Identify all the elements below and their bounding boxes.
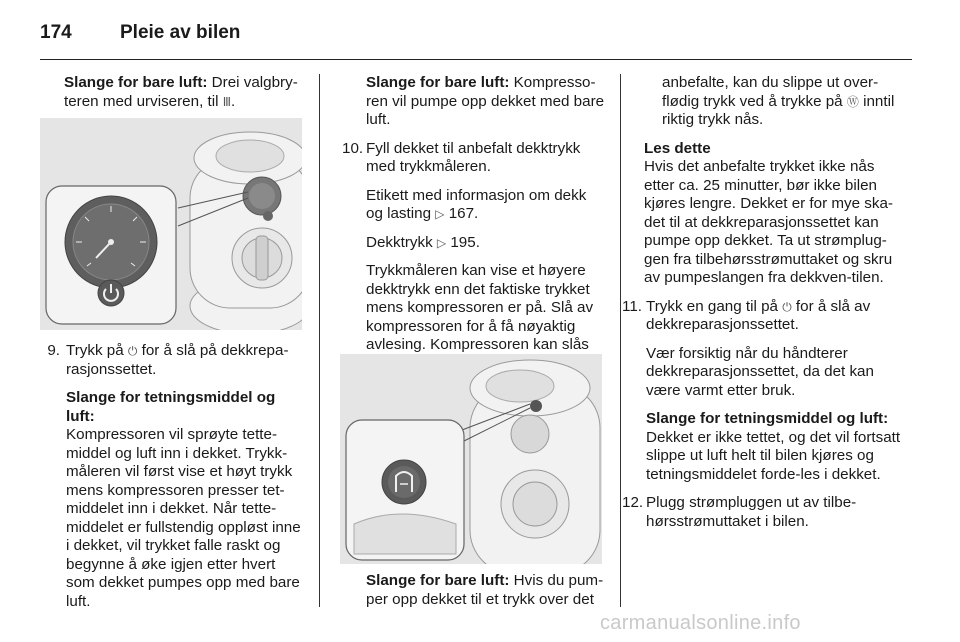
compressor-illustration <box>40 118 302 330</box>
paragraph-air-hose: Slange for bare luft: Drei valgbry-teren med urviseren, til Ⅲ. <box>64 74 298 110</box>
list-item-11: 11. Trykk en gang til på ⏻ for å slå av dekkreparasjonssettet. Vær forsiktig når du håndterer dekkreparasjonssettet, da det kan være varmt etter bruk. Slange for tetningsmiddel og luft: Dekket er ikke tettet, og det vil fortsatt slippe ut luft helt til bilen kjøres og tetningsmiddelet forde-les i dekket. <box>622 297 901 483</box>
page-header <box>40 20 240 46</box>
reference-arrow-icon: ▷ <box>435 207 445 221</box>
selector-position-icon: Ⅲ <box>222 94 231 109</box>
column-3 <box>622 74 904 541</box>
column-1 <box>64 74 306 121</box>
note-box: Les dette Hvis det anbefalte trykket ikke nås etter ca. 25 minutter, bør ikke bilen kjøres lengre. Dekket er for mye ska-det til at dekkreparasjonssettet kan pumpe opp dekket. Ta ut strømplug-gen fra tilbehørsstrømuttaket og skru av pumpeslangen fra dekkven-tilen. <box>644 139 893 286</box>
power-icon: ⏻ <box>127 344 138 358</box>
column-1-lower <box>44 342 306 621</box>
header-rule <box>40 59 912 60</box>
list-item-9: 9. Trykk på ⏻ for å slå på dekkrepa-rasjonssettet. <box>47 342 289 378</box>
figure-compressor-gauge <box>40 118 302 330</box>
column-divider-2 <box>620 74 621 607</box>
column-2 <box>344 74 606 383</box>
deflate-icon: Ⓦ <box>846 94 859 109</box>
power-icon: ⏻ <box>782 299 792 314</box>
column-divider-1 <box>319 74 320 607</box>
paragraph-air-only: Slange for bare luft: Kompresso-ren vil pumpe opp dekket med bare luft. <box>366 74 605 128</box>
paragraph-release-pressure: anbefalte, kan du slippe ut over-flødig trykk ved å trykke på Ⓦ inntil riktig trykk nås. <box>662 74 895 128</box>
list-item-12: 12. Plugg strømpluggen ut av tilbe-hørsstrømuttaket i bilen. <box>622 494 857 530</box>
reference-arrow-icon: ▷ <box>436 235 447 250</box>
watermark: carmanualsonline.info <box>600 612 801 634</box>
list-item-10: 10. Fyll dekket til anbefalt dekktrykk med trykkmåleren. Etikett med informasjon om dekk og lasting ▷ 167. Dekktrykk ▷ 195. Trykkmåleren kan vise et høyere dekktrykk enn det faktiske trykket mens kompressoren er på. Slå av kompressoren for å få nøyaktig avlesing. Kompressoren kan slås <box>342 139 594 353</box>
column-2-lower <box>366 572 606 619</box>
figure-deflate-button <box>340 354 602 564</box>
page-number: 174 <box>40 22 72 43</box>
paragraph-overinflate: Slange for bare luft: Hvis du pum-per opp dekket til et trykk over det <box>366 572 604 608</box>
page-title: Pleie av bilen <box>120 22 241 43</box>
note-title: Les dette <box>644 139 711 157</box>
paragraph-sealant-hose: Slange for tetningsmiddel og luft: Kompressoren vil sprøyte tette-middel og luft inn i dekket. Trykk-måleren vil først vise et høyt trykk mens kompressoren presser tet-middelet inn i dekket. Når tette-middelet er fullstendig oppløst inne i dekket, vil trykket falle raskt og begynne å øke igjen etter hvert som dekket pumpes opp med bare luft. <box>66 389 301 610</box>
deflate-illustration <box>340 354 602 564</box>
